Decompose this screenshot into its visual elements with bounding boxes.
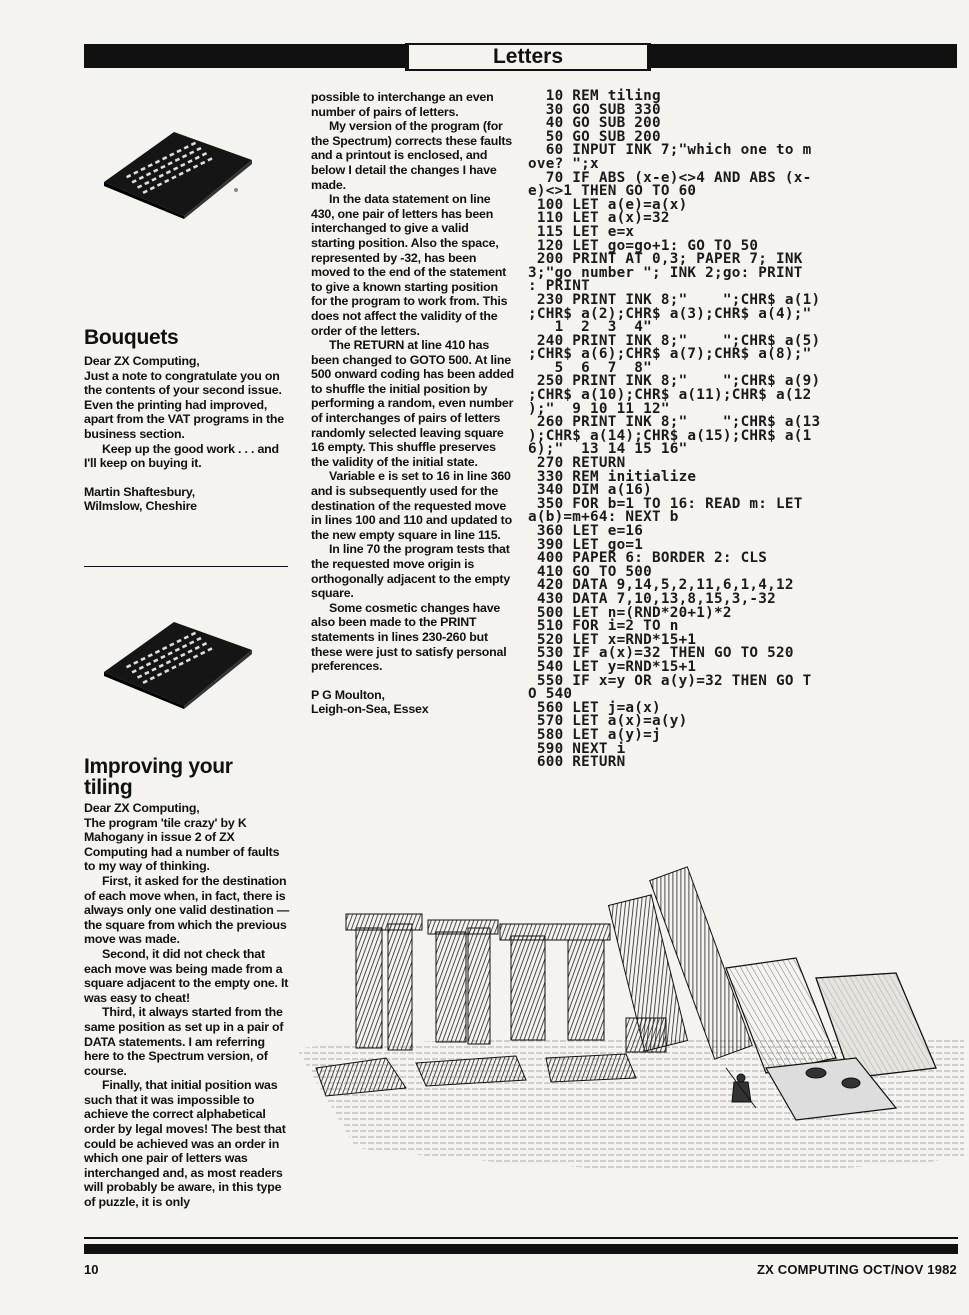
listing-line: 550 IF x=y OR a(y)=32 THEN GO T xyxy=(528,672,812,689)
tiling-para-1: The program 'tile crazy' by K Mahogany in issue 2 of ZX Computing had a number of faults to my way of thinking. xyxy=(84,815,280,874)
listing-line: ;CHR$ a(6);CHR$ a(7);CHR$ a(8);" xyxy=(528,346,812,363)
listing-line: 200 PRINT AT 0,3; PAPER 7; INK xyxy=(528,251,803,268)
listing-line: 340 DIM a(16) xyxy=(528,482,653,499)
listing-line: 530 IF a(x)=32 THEN GO TO 520 xyxy=(528,645,794,662)
listing-line: 230 PRINT INK 8;" ";CHR$ a(1) xyxy=(528,291,821,308)
tiling-cont-2: My version of the program (for the Spectrum) corrects these faults and a printout is enclosed, and below I detail the changes I have made. xyxy=(311,119,512,192)
listing-line: 5 6 7 8" xyxy=(528,359,653,376)
listing-line: ;CHR$ a(2);CHR$ a(3);CHR$ a(4);" xyxy=(528,305,812,322)
tiling-para-5: Finally, that initial position was such that it was impossible to achieve the correct alphabetical order by legal moves! The best that could be achieved was an order in which one pair of letters was interchanged and, as most readers will probably be aware, in this type of puzzle, it is only xyxy=(84,1078,286,1210)
page-number: 10 xyxy=(84,1262,99,1277)
stonehenge-engraving xyxy=(296,858,964,1228)
tiling-cont-7: Some cosmetic changes have also been made to the PRINT statements in lines 230-260 but these were just to satisfy personal preferences. xyxy=(311,600,507,674)
listing-line: 1 2 3 4" xyxy=(528,319,653,336)
listing-line: 510 FOR i=2 TO n xyxy=(528,618,679,635)
listing-line: 560 LET j=a(x) xyxy=(528,699,661,716)
listing-line: 3;"go number "; INK 2;go: PRINT xyxy=(528,264,803,281)
listing-line: 410 GO TO 500 xyxy=(528,563,653,580)
listing-line: 350 FOR b=1 TO 16: READ m: LET xyxy=(528,495,803,512)
tiling-cont-6: In line 70 the program tests that the requested move origin is orthogonally adjacent to the empty square. xyxy=(311,542,511,601)
tiling-heading-line2: tiling xyxy=(84,776,133,799)
bouquets-author: Martin Shaftesbury, xyxy=(84,484,195,499)
listing-line: 430 DATA 7,10,13,8,15,3,-32 xyxy=(528,590,777,607)
tiling-cont-3: In the data statement on line 430, one pair of letters has been interchanged to give a valid starting position. Also the space, represented by -32, has been moved to the end of the statement to give a known starting position for the program to work from. This does not affect the validity of the order of the letters. xyxy=(311,192,508,338)
listing-line: e)<>1 THEN GO TO 60 xyxy=(528,183,697,200)
bouquets-letter xyxy=(84,354,290,514)
listing-line: ove? ";x xyxy=(528,155,599,172)
listing-line: 260 PRINT INK 8;" ";CHR$ a(13 xyxy=(528,414,821,431)
listing-line: 580 LET a(y)=j xyxy=(528,726,661,743)
bouquets-heading: Bouquets xyxy=(84,326,179,349)
listing-line: 500 LET n=(RND*20+1)*2 xyxy=(528,604,732,621)
tiling-para-4: Third, it always started from the same position as set up in a pair of DATA statements. I am referring here to the Spectrum version, of course. xyxy=(84,1005,284,1078)
tiling-para-3: Second, it did not check that each move was being made from a square adjacent to the empty one. It was easy to cheat! xyxy=(84,946,289,1005)
section-title: Letters xyxy=(405,43,651,71)
listing-line: 120 LET go=go+1: GO TO 50 xyxy=(528,237,759,254)
tiling-letter-col1 xyxy=(84,801,290,1210)
bouquets-location: Wilmslow, Cheshire xyxy=(84,499,197,514)
tiling-cont-5: Variable e is set to 16 in line 360 and is subsequently used for the destination of the requested move in lines 100 and 110 and updated to the new empty square in line 115. xyxy=(311,469,512,542)
basic-program-listing xyxy=(528,90,960,770)
listing-line: );" 9 10 11 12" xyxy=(528,400,670,417)
listing-line: 30 GO SUB 330 xyxy=(528,101,661,118)
listing-line: 60 INPUT INK 7;"which one to m xyxy=(528,142,812,159)
tiling-author: P G Moulton, xyxy=(311,687,385,702)
listing-line: 360 LET e=16 xyxy=(528,523,644,539)
listing-line: 100 LET a(e)=a(x) xyxy=(528,196,688,213)
tiling-cont-4: The RETURN at line 410 has been changed to GOTO 500. At line 500 onward coding has been added to shuffle the initial position by performing a random, even number of interchanges of pairs of letters randomly selected leaving square 16 empty. This shuffle preserves the validity of the initial state. xyxy=(311,338,514,469)
listing-line: 540 LET y=RND*15+1 xyxy=(528,658,697,675)
listing-line: 590 NEXT i xyxy=(528,740,626,757)
listing-line: a(b)=m+64: NEXT b xyxy=(528,509,679,526)
listing-line: 50 GO SUB 200 xyxy=(528,128,661,145)
zx81-computer-illustration-2 xyxy=(96,614,256,709)
listing-line: 250 PRINT INK 8;" ";CHR$ a(9) xyxy=(528,373,821,390)
listing-line: 110 LET a(x)=32 xyxy=(528,210,670,227)
listing-line: );CHR$ a(14);CHR$ a(15);CHR$ a(1 xyxy=(528,427,812,444)
listing-line: 70 IF ABS (x-e)<>4 AND ABS (x- xyxy=(528,169,812,186)
listing-line: 40 GO SUB 200 xyxy=(528,115,661,132)
footer-rule xyxy=(84,1244,958,1254)
tiling-letter-col2 xyxy=(311,90,515,717)
listing-line: ;CHR$ a(10);CHR$ a(11);CHR$ a(12 xyxy=(528,387,812,404)
bouquets-body: Just a note to congratulate you on the contents of your second issue. Even the printing had improved, apart from the VAT programs in the business section. xyxy=(84,368,284,441)
listing-line: O 540 xyxy=(528,686,573,703)
issue-line: ZX COMPUTING OCT/NOV 1982 xyxy=(756,1262,957,1277)
listing-line: 600 RETURN xyxy=(528,754,626,771)
listing-line: 240 PRINT INK 8;" ";CHR$ a(5) xyxy=(528,332,821,349)
listing-line: : PRINT xyxy=(528,278,591,295)
listing-line: 390 LET go=1 xyxy=(528,536,644,553)
column-divider xyxy=(84,566,288,567)
bouquets-salutation: Dear ZX Computing, xyxy=(84,354,200,368)
listing-line: 330 REM initialize xyxy=(528,468,697,485)
zx81-computer-illustration xyxy=(96,124,256,219)
tiling-salutation: Dear ZX Computing, xyxy=(84,801,200,815)
listing-line: 400 PAPER 6: BORDER 2: CLS xyxy=(528,550,768,567)
tiling-para-2: First, it asked for the destination of each move when, in fact, there is always only one valid destination — the square from which the previous move was made. xyxy=(84,873,290,947)
listing-line: 420 DATA 9,14,5,2,11,6,1,4,12 xyxy=(528,577,794,594)
listing-line: 270 RETURN xyxy=(528,455,626,472)
listing-line: 115 LET e=x xyxy=(528,223,635,240)
listing-line: 10 REM tiling xyxy=(528,88,661,104)
tiling-heading-line1: Improving your xyxy=(84,755,233,778)
bouquets-body-2: Keep up the good work . . . and I'll keep on buying it. xyxy=(84,441,279,471)
tiling-location: Leigh-on-Sea, Essex xyxy=(311,702,429,717)
listing-line: 570 LET a(x)=a(y) xyxy=(528,713,688,730)
tiling-heading xyxy=(84,756,233,798)
listing-line: 520 LET x=RND*15+1 xyxy=(528,631,697,648)
tiling-cont-1: possible to interchange an even number of pairs of letters. xyxy=(311,90,494,119)
footer-rule-thin xyxy=(84,1237,958,1239)
listing-line: 6);" 13 14 15 16" xyxy=(528,441,688,458)
